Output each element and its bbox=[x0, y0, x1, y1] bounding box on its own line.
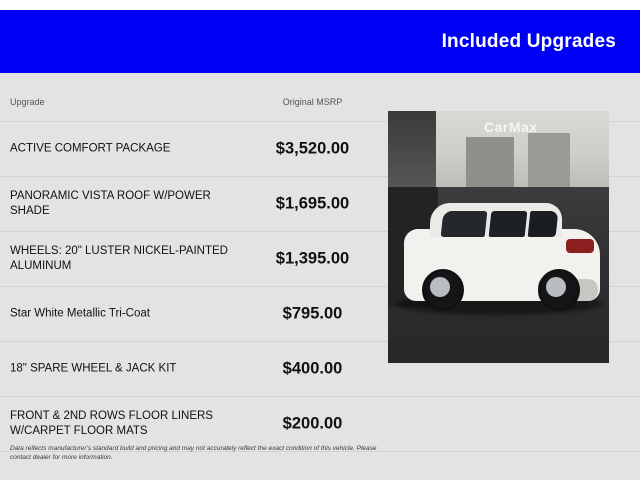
car-window-front bbox=[441, 211, 488, 237]
wheel-hub bbox=[430, 277, 450, 297]
wheel-hub bbox=[546, 277, 566, 297]
upgrade-name: ACTIVE COMFORT PACKAGE bbox=[10, 142, 171, 155]
upgrade-name: PANORAMIC VISTA ROOF W/POWER SHADE bbox=[10, 190, 211, 217]
photo-building-door bbox=[466, 137, 514, 187]
photo-watermark: CarMax bbox=[484, 119, 538, 135]
upgrade-name: WHEELS: 20" LUSTER NICKEL-PAINTED ALUMINUM bbox=[10, 245, 228, 272]
car-taillight bbox=[566, 239, 594, 253]
photo-building-door-secondary bbox=[528, 133, 570, 187]
upgrade-price: $200.00 bbox=[282, 414, 343, 433]
upgrade-price: $400.00 bbox=[282, 359, 343, 378]
upgrade-name: Star White Metallic Tri-Coat bbox=[10, 307, 150, 320]
header-band bbox=[0, 10, 640, 73]
car-window-middle bbox=[489, 211, 528, 237]
page-title: Included Upgrades bbox=[441, 30, 616, 52]
upgrade-price: $1,395.00 bbox=[275, 249, 350, 268]
vehicle-photo bbox=[388, 111, 609, 363]
upgrade-price: $1,695.00 bbox=[275, 194, 350, 213]
upgrade-price: $795.00 bbox=[282, 304, 343, 323]
disclaimer-text: Data reflects manufacturer's standard build and pricing and may not accurately reflect the exact condition of this vehicle. Please contact dealer for more information. bbox=[10, 445, 377, 461]
upgrade-name: FRONT & 2ND ROWS FLOOR LINERS W/CARPET FLOOR MATS bbox=[10, 410, 213, 437]
car-wheel-front bbox=[422, 269, 464, 311]
column-header-msrp: Original MSRP bbox=[282, 97, 343, 107]
column-header-upgrade: Upgrade bbox=[10, 97, 45, 107]
upgrade-name: 18" SPARE WHEEL & JACK KIT bbox=[10, 362, 177, 375]
car-wheel-rear bbox=[538, 269, 580, 311]
car-window-rear bbox=[528, 211, 559, 237]
upgrade-price: $3,520.00 bbox=[275, 139, 350, 158]
